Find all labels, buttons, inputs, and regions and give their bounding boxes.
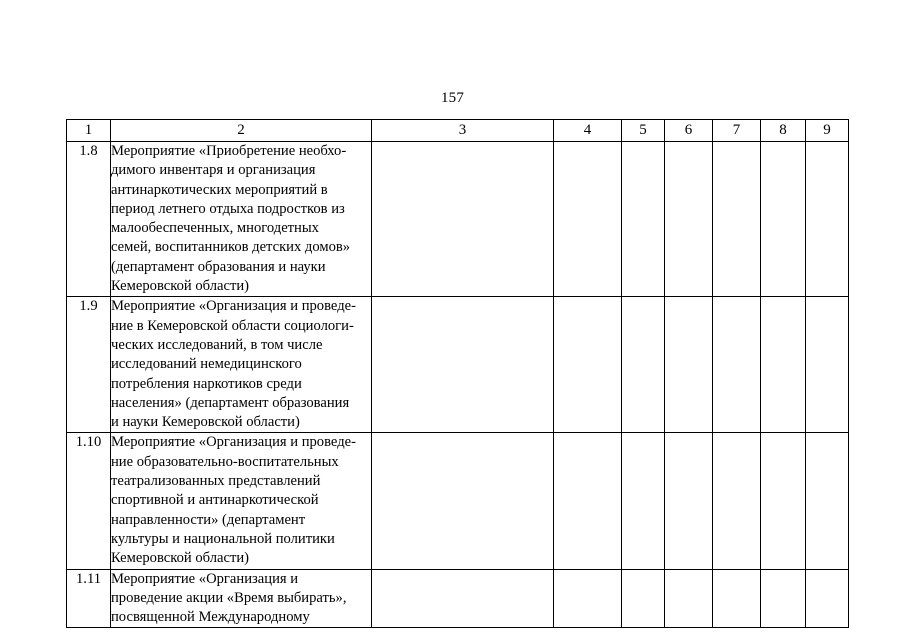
data-cell-col6 — [665, 142, 713, 297]
program-measures-table — [66, 119, 849, 628]
table-header-row — [67, 120, 849, 142]
data-cell-col9 — [806, 569, 849, 628]
data-cell-col8 — [761, 297, 806, 433]
description-line: Кемеровской области) — [111, 278, 249, 295]
data-cell-col7 — [713, 433, 761, 569]
row-number-cell: 1.10 — [67, 433, 111, 569]
description-line: ние образовательно-воспитательных — [111, 453, 339, 470]
description-line: Мероприятие «Организация и проведе- — [111, 298, 356, 315]
data-cell-col6 — [665, 433, 713, 569]
data-cell-col9 — [806, 433, 849, 569]
description-line: димого инвентаря и организация — [111, 162, 316, 179]
measure-description-cell — [111, 433, 372, 569]
description-line: (департамент образования и науки — [111, 258, 326, 275]
data-cell-col4 — [554, 433, 622, 569]
data-cell-col4 — [554, 569, 622, 628]
column-header-9: 9 — [806, 120, 849, 142]
table-row — [67, 569, 849, 628]
table-row — [67, 297, 849, 433]
data-cell-col5 — [622, 297, 665, 433]
data-cell-col7 — [713, 142, 761, 297]
description-line: Мероприятие «Организация и проведе- — [111, 434, 356, 451]
description-line: Кемеровской области) — [111, 550, 249, 567]
page-number: 157 — [440, 90, 465, 106]
row-number-cell: 1.8 — [67, 142, 111, 297]
data-cell-col9 — [806, 297, 849, 433]
measure-description-cell — [111, 297, 372, 433]
measure-description-cell — [111, 569, 372, 628]
description-line: Мероприятие «Организация и — [111, 570, 299, 587]
data-cell-col4 — [554, 297, 622, 433]
data-cell-col8 — [761, 142, 806, 297]
data-cell-col9 — [806, 142, 849, 297]
description-line: семей, воспитанников детских домов» — [111, 239, 351, 256]
column-header-2: 2 — [111, 120, 372, 142]
column-header-3: 3 — [372, 120, 554, 142]
table-row — [67, 433, 849, 569]
column-header-7: 7 — [713, 120, 761, 142]
data-cell-col5 — [622, 142, 665, 297]
description-line: и науки Кемеровской области) — [111, 414, 300, 431]
description-line: антинаркотических мероприятий в — [111, 181, 328, 198]
column-header-4: 4 — [554, 120, 622, 142]
description-line: театрализованных представлений — [111, 473, 321, 490]
data-cell-col3 — [372, 142, 554, 297]
description-line: Мероприятие «Приобретение необхо- — [111, 143, 347, 159]
data-cell-col6 — [665, 569, 713, 628]
data-cell-col3 — [372, 297, 554, 433]
description-line: культуры и национальной политики — [111, 530, 335, 547]
description-line: посвященной Международному — [111, 609, 310, 626]
column-header-5: 5 — [622, 120, 665, 142]
data-cell-col3 — [372, 569, 554, 628]
description-line: малообеспеченных, многодетных — [111, 220, 319, 237]
column-header-8: 8 — [761, 120, 806, 142]
description-line: исследований немедицинского — [111, 356, 302, 373]
description-line: потребления наркотиков среди — [111, 375, 302, 392]
description-line: ние в Кемеровской области социологи- — [111, 317, 354, 334]
data-cell-col3 — [372, 433, 554, 569]
data-cell-col4 — [554, 142, 622, 297]
measure-description-cell — [111, 142, 372, 297]
data-cell-col7 — [713, 297, 761, 433]
description-line: направленности» (департамент — [111, 511, 306, 528]
column-header-6: 6 — [665, 120, 713, 142]
description-line: проведение акции «Время выбирать», — [111, 589, 347, 606]
column-header-1: 1 — [67, 120, 111, 142]
data-cell-col7 — [713, 569, 761, 628]
row-number-cell: 1.11 — [67, 569, 111, 628]
data-cell-col5 — [622, 569, 665, 628]
data-cell-col8 — [761, 433, 806, 569]
description-line: период летнего отдыха подростков из — [111, 200, 345, 217]
description-line: спортивной и антинаркотической — [111, 492, 319, 509]
description-line: ческих исследований, в том числе — [111, 336, 323, 353]
row-number-cell: 1.9 — [67, 297, 111, 433]
table-row — [67, 142, 849, 297]
data-cell-col5 — [622, 433, 665, 569]
description-line: населения» (департамент образования — [111, 394, 350, 411]
data-cell-col8 — [761, 569, 806, 628]
data-cell-col6 — [665, 297, 713, 433]
